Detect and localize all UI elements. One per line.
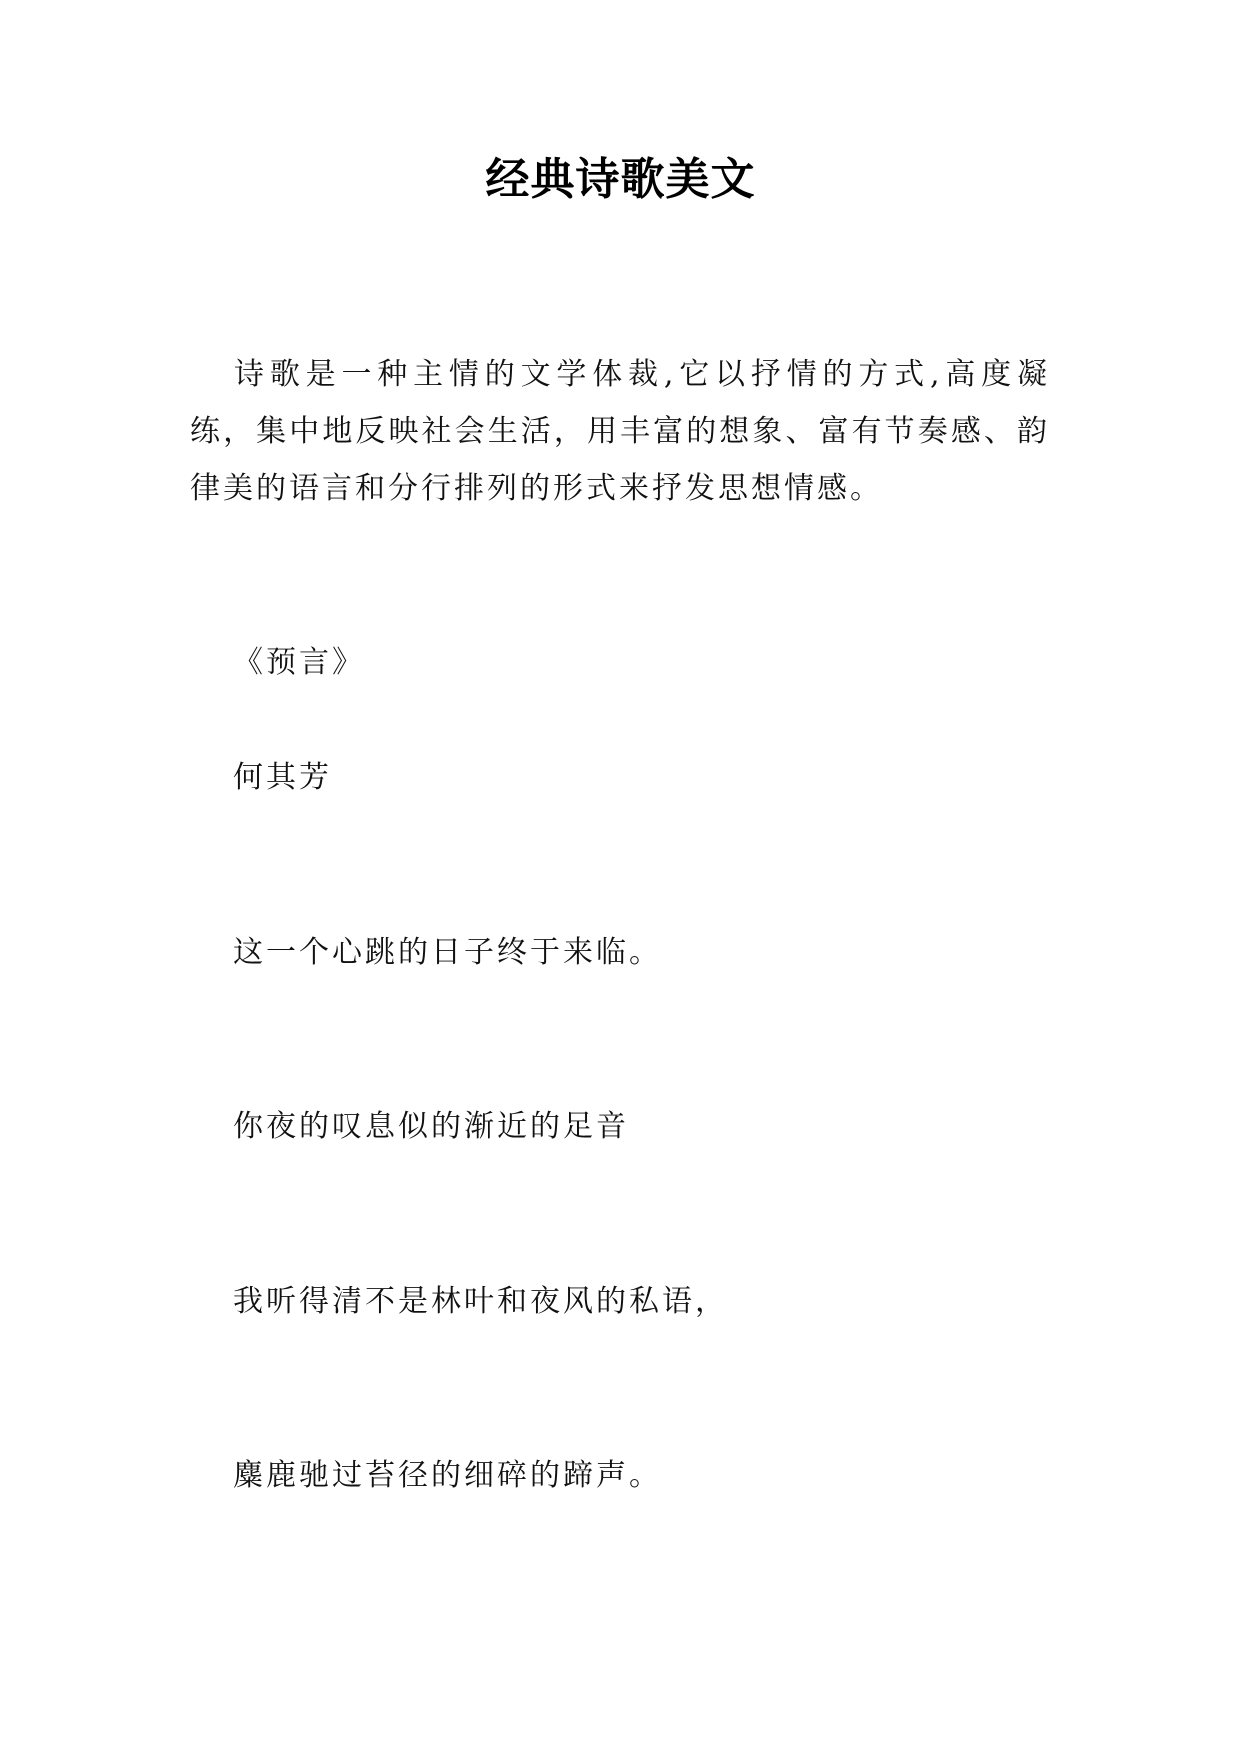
intro-paragraph: 诗歌是一种主情的文学体裁,它以抒情的方式,高度凝练，集中地反映社会生活，用丰富的想象、富有节奏感、韵律美的语言和分行排列的形式来抒发思想情感。 [190, 357, 1050, 506]
document-title: 经典诗歌美文 [485, 154, 756, 205]
poem-author: 何其芳 [233, 760, 332, 795]
poem-line: 我听得清不是林叶和夜风的私语， [233, 1284, 728, 1319]
poem-title: 《预言》 [233, 645, 365, 680]
poem-line: 你夜的叹息似的渐近的足音 [233, 1109, 629, 1144]
poem-line: 麋鹿驰过苔径的细碎的蹄声。 [233, 1458, 662, 1493]
poem-line: 这一个心跳的日子终于来临。 [233, 935, 662, 970]
